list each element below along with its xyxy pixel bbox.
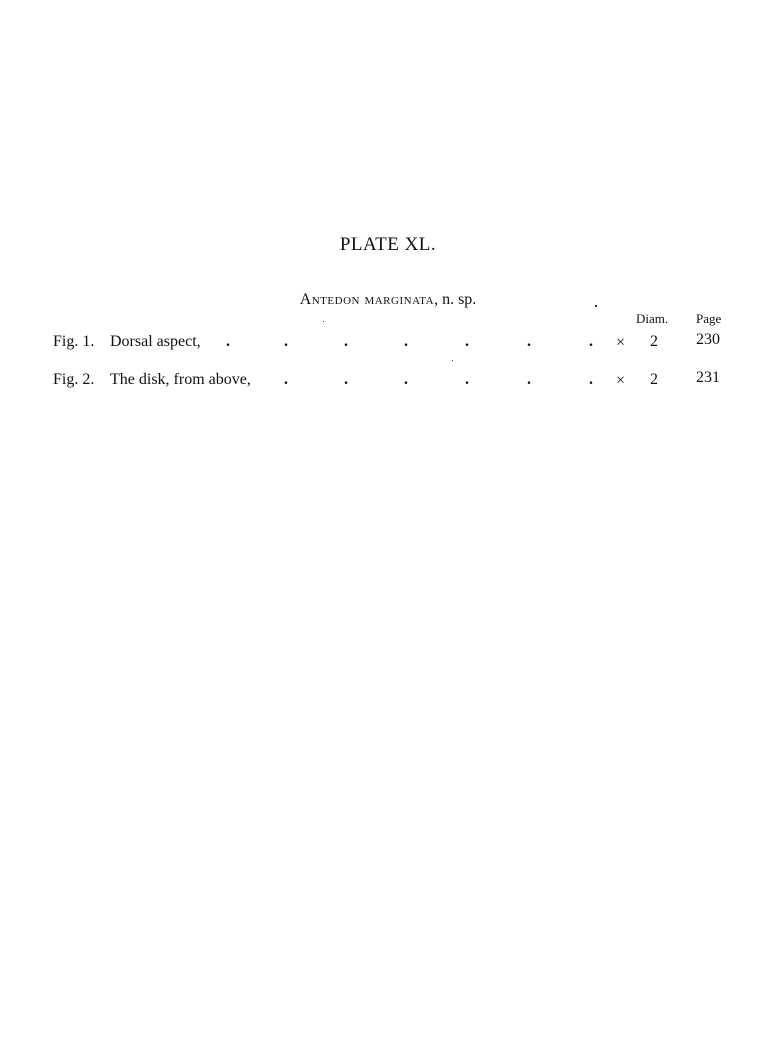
leader-dot: . bbox=[284, 333, 288, 350]
species-heading bbox=[0, 291, 776, 309]
leader-dot: . bbox=[344, 371, 348, 388]
leader-dot: . bbox=[404, 371, 408, 388]
times-symbol: × bbox=[616, 372, 626, 389]
print-speck bbox=[595, 305, 597, 307]
page-number: 230 bbox=[696, 331, 720, 348]
column-header-diam: Diam. bbox=[636, 311, 669, 326]
leader-dot: . bbox=[284, 371, 288, 388]
leader-dot: . bbox=[465, 371, 469, 388]
species-name: Antedon marginata bbox=[299, 291, 435, 308]
diam-value: 2 bbox=[650, 333, 658, 350]
figure-label: Fig. 1. bbox=[53, 333, 95, 350]
figure-caption: The disk, from above, bbox=[110, 371, 251, 388]
leader-dot: . bbox=[226, 333, 230, 350]
leader-dot: . bbox=[589, 371, 593, 388]
leader-dot: . bbox=[527, 333, 531, 350]
print-speck bbox=[452, 360, 453, 361]
leader-dot: . bbox=[344, 333, 348, 350]
print-speck bbox=[323, 321, 324, 322]
leader-dot: . bbox=[404, 333, 408, 350]
page-number: 231 bbox=[696, 369, 720, 386]
figure-label: Fig. 2. bbox=[53, 371, 95, 388]
leader-dot: . bbox=[465, 333, 469, 350]
diam-value: 2 bbox=[650, 371, 658, 388]
column-header-page: Page bbox=[696, 311, 722, 326]
times-symbol: × bbox=[616, 334, 626, 351]
figure-caption: Dorsal aspect, bbox=[110, 333, 201, 350]
leader-dot: . bbox=[527, 371, 531, 388]
plate-title: PLATE XL. bbox=[339, 234, 437, 255]
leader-dot: . bbox=[589, 333, 593, 350]
species-suffix: , n. sp. bbox=[434, 291, 477, 308]
